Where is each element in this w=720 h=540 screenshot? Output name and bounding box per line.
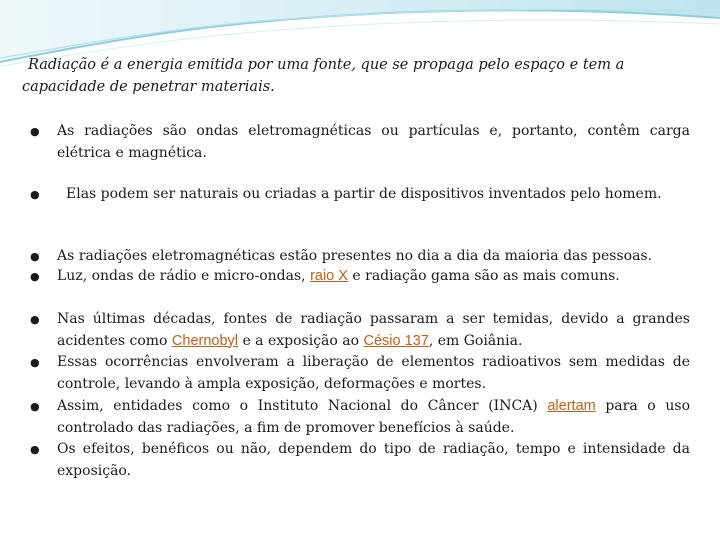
bullet-text: Essas ocorrências envolveram a liberação de elementos radioativos sem medidas de controle, levando à ampla exposição, deformações e mortes. [57, 354, 690, 392]
list-item [30, 439, 690, 482]
cesio-137-link[interactable]: Césio 137 [363, 332, 429, 349]
bullet-icon: ● [30, 356, 40, 369]
chernobyl-link[interactable]: Chernobyl [171, 332, 238, 349]
bullet-text [57, 396, 690, 439]
text-segment: , em Goiânia. [428, 332, 523, 349]
bullet-icon: ● [30, 270, 40, 283]
bullet-text: Os efeitos, benéficos ou não, dependem do tipo de radiação, tempo e intensidade da exposição. [57, 441, 690, 479]
intro-line-1: Radiação é a energia emitida por uma fonte, que se propaga pelo espaço e tem a [28, 57, 625, 73]
bullet-icon: ● [30, 443, 40, 456]
bullet-text [57, 266, 690, 288]
bullet-text: As radiações são ondas eletromagnéticas ou partículas e, portanto, contêm carga elétrica e magnética. [57, 123, 690, 161]
list-item [30, 309, 690, 352]
bullet-icon: ● [30, 313, 40, 326]
bullet-icon: ● [30, 188, 40, 201]
bullet-text: Elas podem ser naturais ou criadas a partir de dispositivos inventados pelo homem. [66, 186, 662, 202]
list-item [30, 246, 690, 268]
list-item [30, 396, 690, 439]
text-segment: e a exposição ao [238, 332, 364, 349]
bullet-icon: ● [30, 250, 40, 263]
intro-line-2: capacidade de penetrar materiais. [22, 79, 275, 95]
text-segment: e radiação gama são as mais comuns. [347, 268, 620, 284]
text-segment: para o uso controlado das radiações, a fim de promover benefícios à saúde. [57, 398, 690, 436]
list-item [30, 121, 690, 164]
alertam-link[interactable]: alertam [547, 398, 596, 414]
text-segment: Assim, entidades como o Instituto Nacional do Câncer (INCA) [57, 398, 548, 414]
bullet-icon: ● [30, 125, 40, 138]
bullet-text [57, 309, 690, 352]
raio-x-link[interactable]: raio X [310, 268, 348, 284]
list-item [30, 266, 690, 288]
list-item [30, 352, 690, 395]
text-segment: Nas últimas décadas, fontes de radiação passaram a ser temidas, devido a grandes acidentes como [57, 311, 690, 349]
list-item [30, 184, 690, 206]
text-segment: Luz, ondas de rádio e micro-ondas, [57, 268, 311, 284]
bullet-icon: ● [30, 400, 40, 413]
bullet-text: As radiações eletromagnéticas estão presentes no dia a dia da maioria das pessoas. [57, 248, 653, 264]
